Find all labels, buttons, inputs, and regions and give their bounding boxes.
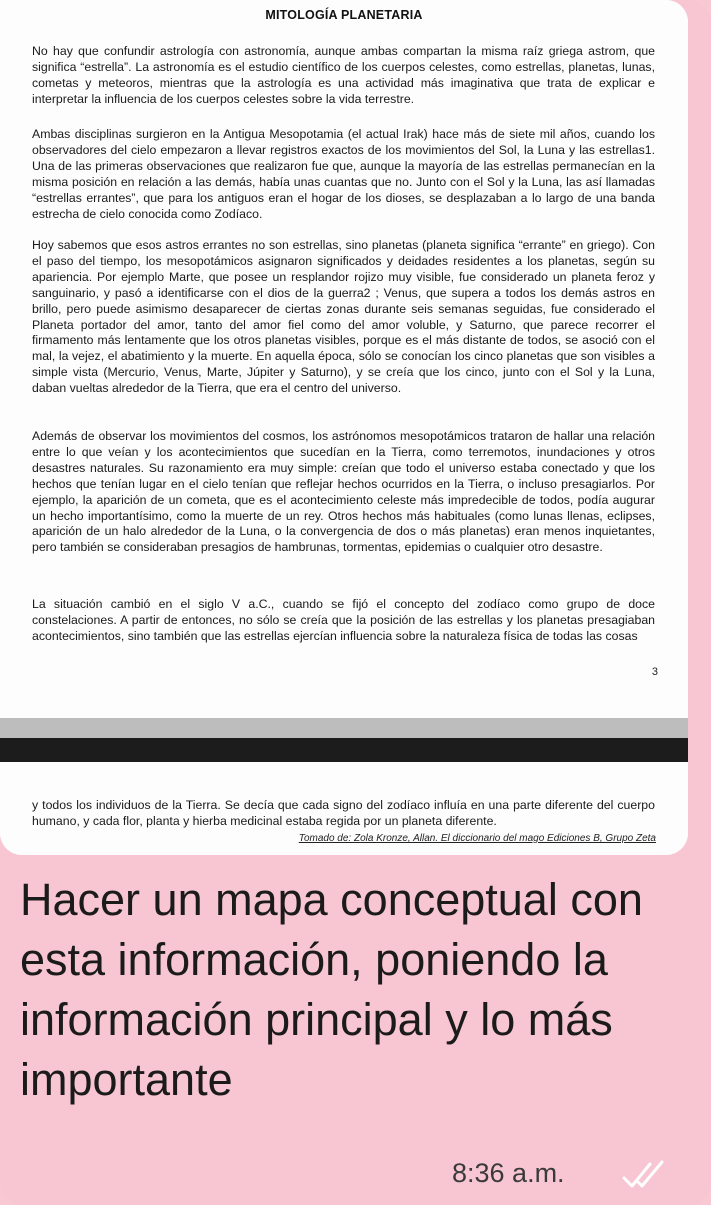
page-number: 3 bbox=[651, 666, 658, 678]
document-paragraph: Además de observar los movimientos del cosmos, los astrónomos mesopotámicos trataron de hallar una relación entre lo que veían y los acontecimientos que sucedían en la Tierra, como terremotos, inundaciones y otros desastres naturales. Su razonamiento era muy simple: creían que todo el universo estaba conectado y que los hechos que tenían lugar en el cielo tenían que reflejar hechos ocurridos en la Tierra, o incluso presagiarlos. Por ejemplo, la aparición de un cometa, que es el acontecimiento celeste más impredecible de todos, podía augurar un hecho importantísimo, como la muerte de un rey. Otros hechos más habituales (como lunas llenas, eclipses, aparición de un halo alrededor de la Luna, o la convergencia de dos o más planetas) eran menos inquietantes, pero también se consideraban presagios de hambrunas, tormentas, epidemias o cualquier otro desastre. bbox=[32, 429, 655, 555]
message-text: Hacer un mapa conceptual con esta información, poniendo la información principal y lo más importante bbox=[20, 874, 643, 1105]
double-check-icon bbox=[620, 1158, 670, 1192]
document-title: MITOLOGÍA PLANETARIA bbox=[265, 8, 423, 22]
page-gap-shadow bbox=[0, 738, 688, 762]
document-paragraph: No hay que confundir astrología con astronomía, aunque ambas compartan la misma raíz griega astrom, que significa “estrella”. La astronomía es el estudio científico de los cuerpos celestes, como estrellas, planetas, lunas, cometas y meteoros, mientras que la astrología es una actividad más imaginativa que trata de explicar e interpretar la influencia de los cuerpos celestes sobre la vida terrestre. bbox=[32, 44, 655, 106]
document-paragraph: Ambas disciplinas surgieron en la Antigua Mesopotamia (el actual Irak) hace más de siete mil años, cuando los observadores del cielo empezaron a llevar registros exactos de los movimientos del Sol, la Luna y las estrellas1. Una de las primeras observaciones que realizaron fue que, aunque la mayoría de las estrellas permanecían en la misma posición en relación a las demás, había unas cuantas que no. Junto con el Sol y la Luna, las así llamadas “estrellas errantes”, que para los antiguos eran el hogar de los dioses, se desplazaban a lo largo de una banda estrecha de cielo conocida como Zodíaco. bbox=[32, 127, 655, 221]
document-source: Tomado de: Zola Kronze, Allan. El diccionario del mago Ediciones B, Grupo Zeta bbox=[298, 833, 656, 844]
document-continuation: y todos los individuos de la Tierra. Se decía que cada signo del zodíaco influía en una parte diferente del cuerpo humano, y cada flor, planta y hierba medicinal estaba regida por un planeta diferente. bbox=[32, 798, 655, 828]
page-gap bbox=[0, 718, 688, 738]
document-paragraph: La situación cambió en el siglo V a.C., cuando se fijó el concepto del zodíaco como grupo de doce constelaciones. A partir de entonces, no sólo se creía que la posición de las estrellas y los planetas presagiaban acontecimientos, sino también que las estrellas ejercían influencia sobre la naturaleza física de todas las cosas bbox=[32, 597, 655, 643]
message-time: 8:36 a.m. bbox=[452, 1158, 565, 1188]
document-paragraph: Hoy sabemos que esos astros errantes no son estrellas, sino planetas (planeta significa “errante” en griego). Con el paso del tiempo, los mesopotámicos asignaron significados y deidades residentes a los planetas, según su apariencia. Por ejemplo Marte, que posee un resplandor rojizo muy visible, fue considerado un planeta feroz y sanguinario, y pasó a identificarse con el dios de la guerra2 ; Venus, que supera a todos los demás astros en brillo, pero puede asimismo desaparecer de ciertas zonas durante seis semanas seguidas, fue considerado el Planeta portador del amor, tanto del amor fiel como del amor voluble, y Saturno, que parece recorrer el firmamento más lentamente que los otros planetas visibles, porque es el más distante de todos, se asoció con el mal, la vejez, el abatimiento y la muerte. En aquella época, sólo se conocían los cinco planetas que son visibles a simple vista (Mercurio, Venus, Marte, Júpiter y Saturno), y se creía que los cinco, junto con el Sol y la Luna, daban vueltas alrededor de la Tierra, que era el centro del universo. bbox=[32, 238, 655, 396]
